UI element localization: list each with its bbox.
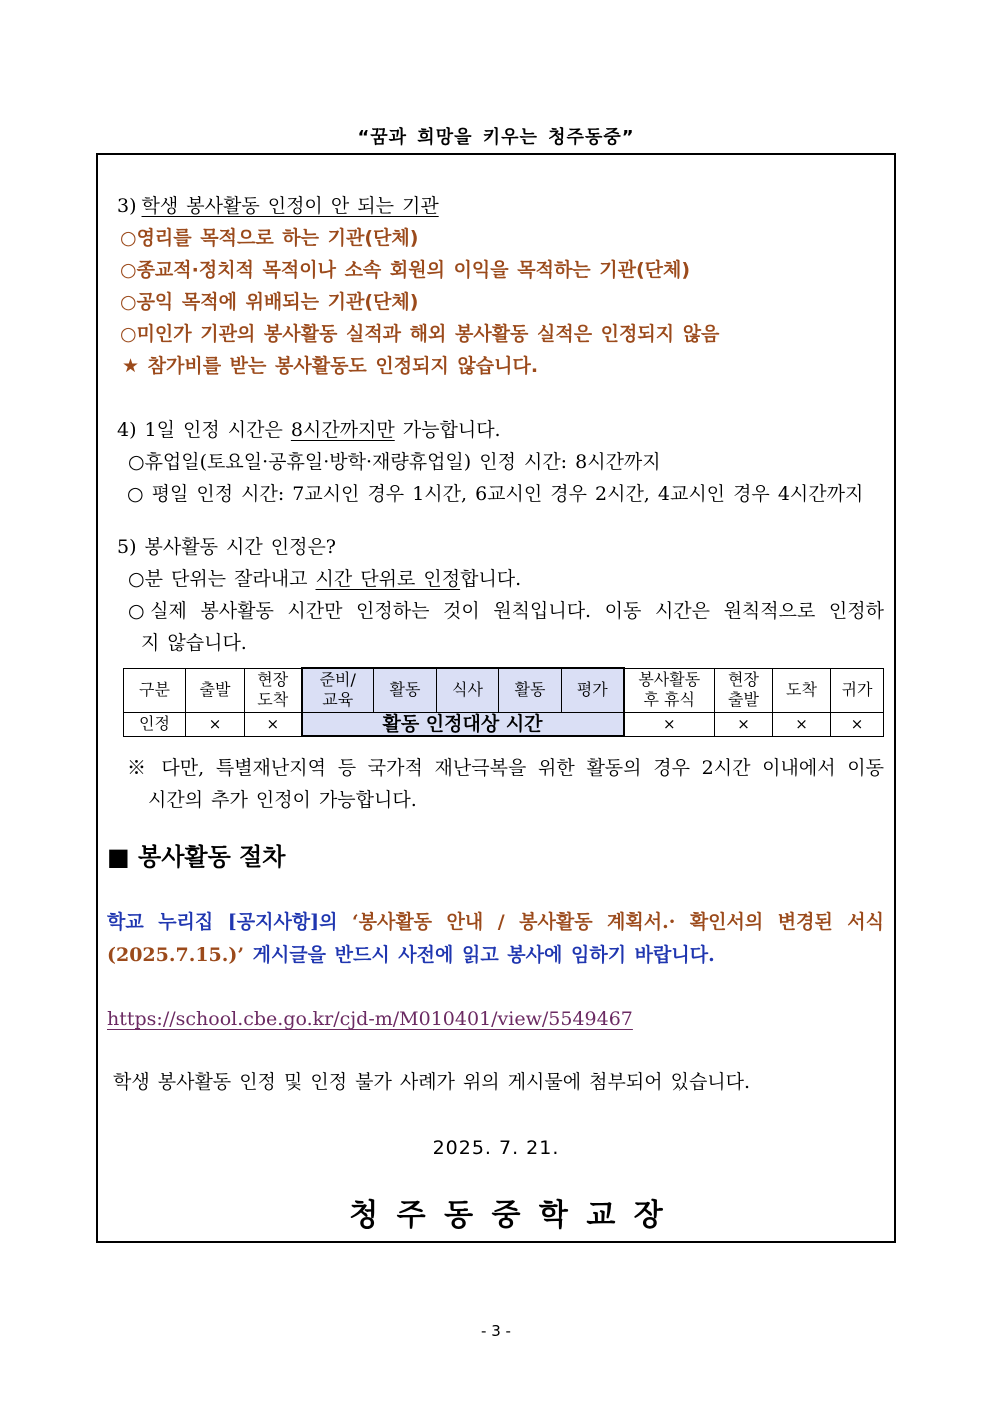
not-recognized-mark: × [245, 712, 302, 736]
table-header-row [124, 668, 884, 712]
section-4-title-after: 가능합니다. [394, 419, 501, 441]
not-recognized-mark: × [186, 712, 245, 736]
list-item: ○종교적·정치적 목적이나 소속 회원의 이익을 목적하는 기관(단체) [120, 259, 691, 281]
not-recognized-mark: × [773, 712, 831, 736]
table-header-cell: 구분 [124, 668, 186, 712]
exception-note-line: ※ 다만, 특별재난지역 등 국가적 재난극복을 위한 활동의 경우 2시간 이내에서 이동 [127, 757, 884, 779]
notice-board-reference: 학교 누리집 [공지사항]의 [107, 911, 338, 933]
table-header-cell: 준비/ 교육 [302, 668, 374, 712]
section-3-title [98, 190, 894, 222]
table-header-cell: 출발 [186, 668, 245, 712]
table-header-cell: 식사 [437, 668, 499, 712]
section-5-item1-before: ○분 단위는 잘라내고 [128, 568, 316, 590]
section-5 [98, 531, 894, 659]
closing-sentence: 학생 봉사활동 인정 및 인정 불가 사례가 위의 게시물에 첨부되어 있습니다. [113, 1071, 751, 1093]
notice-line [107, 939, 884, 972]
list-item [98, 563, 894, 595]
link-block [98, 1003, 894, 1035]
notice-post-title: ‘봉사활동 안내 / 봉사활동 계획서.· 확인서의 변경된 서식 [337, 911, 884, 933]
table-header-cell: 활동 [499, 668, 562, 712]
table-header-cell: 현장 출발 [715, 668, 773, 712]
notice-instruction: 게시글을 반드시 사전에 읽고 봉사에 임하기 바랍니다. [243, 944, 715, 966]
date-block [98, 1132, 894, 1164]
procedure-notice [107, 906, 884, 972]
recognized-time-span: 활동 인정대상 시간 [302, 712, 624, 736]
not-recognized-mark: × [715, 712, 773, 736]
list-item: ○미인가 기관의 봉사활동 실적과 해외 봉사활동 실적은 인정되지 않음 [120, 323, 720, 345]
section-5-item1-underlined: 시간 단위로 인정 [315, 568, 461, 590]
table-header-cell: 평가 [562, 668, 624, 712]
table-header-cell: 봉사활동 후 휴식 [624, 668, 715, 712]
document-date: 2025. 7. 21. [432, 1137, 560, 1159]
not-recognized-mark: × [831, 712, 884, 736]
notice-post-date: (2025.7.15.)’ [107, 944, 244, 966]
list-item-line: ○실제 봉사활동 시간만 인정하는 것이 원칙입니다. 이동 시간은 원칙적으로 인정하 [128, 600, 884, 622]
section-3-number: 3) [117, 195, 137, 217]
page-number: - 3 - [481, 1322, 511, 1340]
section-4-title-underlined: 8시간까지만 [290, 419, 395, 441]
procedure-section [98, 839, 894, 875]
exception-note [98, 752, 894, 816]
procedure-heading: ■ 봉사활동 절차 [107, 843, 286, 871]
section-3 [98, 190, 894, 382]
table-row [124, 712, 884, 736]
table-header-cell: 현장 도착 [245, 668, 302, 712]
activity-time-table [123, 667, 884, 737]
section-4-title-before: 4) 1일 인정 시간은 [117, 419, 291, 441]
table-header-cell: 활동 [374, 668, 437, 712]
section-3-title-text: 학생 봉사활동 인정이 안 되는 기관 [141, 195, 439, 217]
notice-line [107, 906, 884, 939]
principal-signature: 청 주 동 중 학 교 장 [349, 1198, 663, 1233]
notice-post-link[interactable]: https://school.cbe.go.kr/cjd-m/M010401/view/5549467 [107, 1008, 633, 1030]
not-recognized-mark: × [624, 712, 715, 736]
table-header-cell: 귀가 [831, 668, 884, 712]
list-item-line: 지 않습니다. [141, 632, 247, 654]
list-item: ○영리를 목적으로 하는 기관(단체) [120, 227, 419, 249]
section-5-item1-after: 합니다. [460, 568, 522, 590]
section-4 [98, 414, 894, 510]
content-frame [96, 153, 896, 1243]
section-3-star-note: ★ 참가비를 받는 봉사활동도 인정되지 않습니다. [122, 355, 539, 377]
list-item: ○ 평일 인정 시간: 7교시인 경우 1시간, 6교시인 경우 2시간, 4교시인 경우 4시간까지 [127, 483, 864, 505]
table-row-label: 인정 [124, 712, 186, 736]
section-4-title [98, 414, 894, 446]
exception-note-line: 시간의 추가 인정이 가능합니다. [148, 789, 417, 811]
section-5-title: 5) 봉사활동 시간 인정은? [117, 536, 336, 558]
list-item: ○공익 목적에 위배되는 기관(단체) [120, 291, 419, 313]
signature-block [98, 1194, 894, 1238]
table-header-cell: 도착 [773, 668, 831, 712]
closing-block [98, 1066, 894, 1098]
school-motto: “꿈과 희망을 키우는 청주동중” [357, 127, 635, 148]
link-line [98, 1003, 894, 1035]
list-item: ○휴업일(토요일·공휴일·방학·재량휴업일) 인정 시간: 8시간까지 [128, 451, 661, 473]
